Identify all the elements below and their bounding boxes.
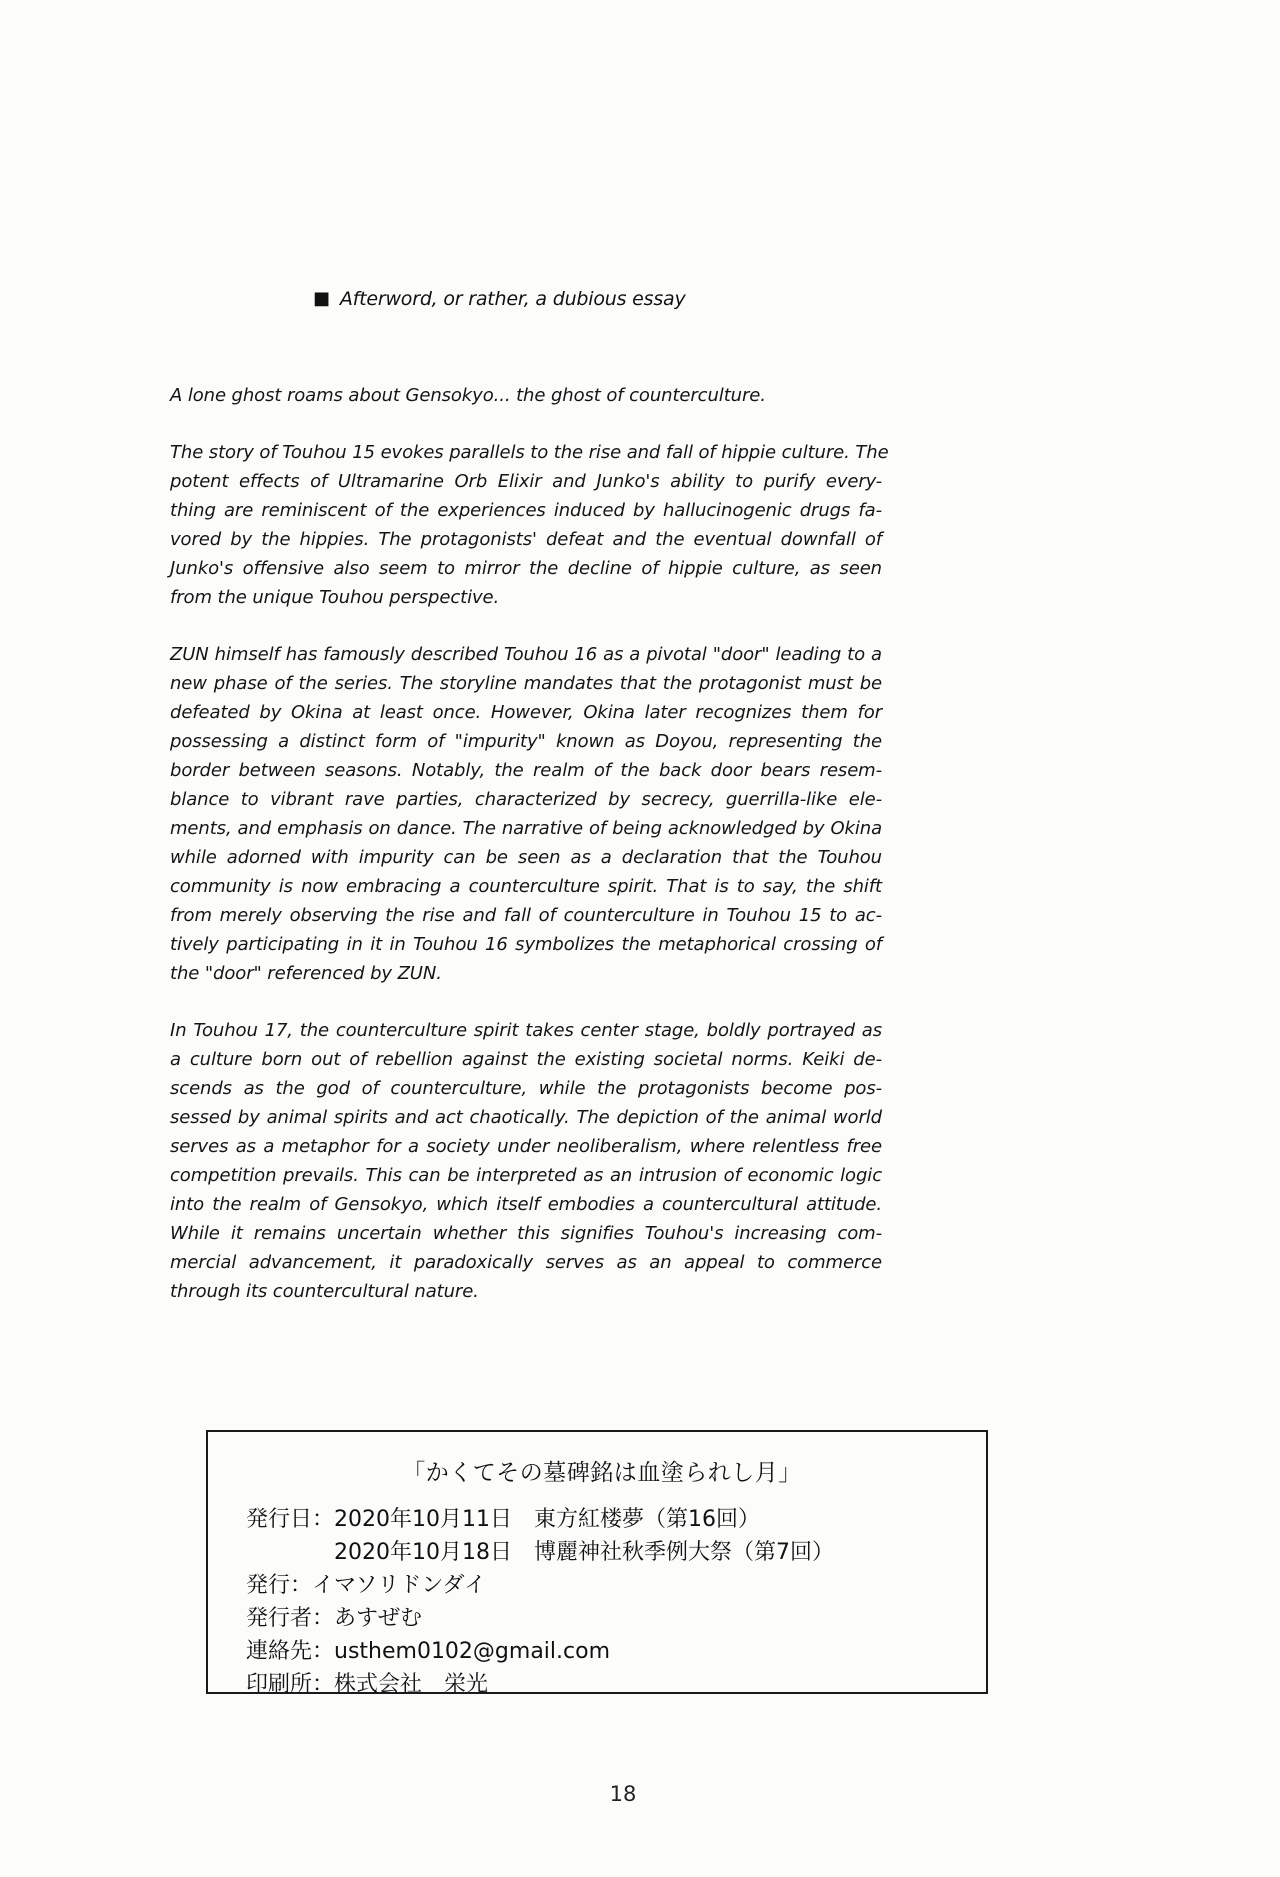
essay-line: The story of Touhou 15 evokes parallels to the rise and fall of hippie culture. The bbox=[170, 442, 889, 463]
colophon-line: 印刷所：株式会社 栄光 bbox=[246, 1672, 489, 1697]
essay-line: the "door" referenced by ZUN. bbox=[170, 963, 442, 984]
essay-line: sessed by animal spirits and act chaotically. The depiction of the animal world bbox=[170, 1107, 882, 1128]
afterword-heading bbox=[313, 288, 686, 310]
essay-line: Junko's offensive also seem to mirror the decline of hippie culture, as seen bbox=[170, 558, 882, 579]
afterword-heading-text: Afterword, or rather, a dubious essay bbox=[339, 288, 686, 310]
square-bullet-icon: ■ bbox=[313, 288, 330, 309]
essay-line: potent effects of Ultramarine Orb Elixir and Junko's ability to purify every- bbox=[170, 471, 882, 492]
essay-line: from the unique Touhou perspective. bbox=[170, 587, 500, 608]
essay-line: thing are reminiscent of the experiences induced by hallucinogenic drugs fa- bbox=[170, 500, 882, 521]
essay-line: possessing a distinct form of "impurity" known as Doyou, representing the bbox=[170, 731, 882, 752]
essay-paragraph bbox=[170, 1016, 882, 1306]
essay-paragraph bbox=[170, 640, 882, 988]
essay-line: serves as a metaphor for a society under neoliberalism, where relentless free bbox=[170, 1136, 882, 1157]
colophon-details bbox=[246, 1503, 958, 1701]
colophon-line: 発行：イマソリドンダイ bbox=[246, 1573, 487, 1598]
page-number: 18 bbox=[609, 1782, 637, 1806]
essay-line: a culture born out of rebellion against the existing societal norms. Keiki de- bbox=[170, 1049, 882, 1070]
essay-line: blance to vibrant rave parties, characterized by secrecy, guerrilla-like ele- bbox=[170, 789, 882, 810]
colophon-line: 発行者：あすぜむ bbox=[246, 1606, 423, 1631]
colophon-box bbox=[206, 1430, 988, 1697]
essay-paragraph bbox=[170, 438, 889, 612]
essay-line: mercial advancement, it paradoxically serves as an appeal to commerce bbox=[170, 1252, 882, 1273]
essay-line: vored by the hippies. The protagonists' defeat and the eventual downfall of bbox=[170, 529, 882, 550]
essay-line: while adorned with impurity can be seen as a declaration that the Touhou bbox=[170, 847, 882, 868]
essay-line: through its countercultural nature. bbox=[170, 1281, 479, 1302]
colophon-title: 「かくてその墓碑銘は血塗られし月」 bbox=[402, 1460, 802, 1486]
essay-line: ZUN himself has famously described Touhou 16 as a pivotal "door" leading to a bbox=[170, 644, 882, 665]
colophon-line: 2020年10月18日 博麗神社秋季例大祭（第7回） bbox=[246, 1540, 834, 1565]
essay-line: border between seasons. Notably, the realm of the back door bears resem- bbox=[170, 760, 882, 781]
essay-line: from merely observing the rise and fall of counterculture in Touhou 15 to ac- bbox=[170, 905, 882, 926]
essay-line: scends as the god of counterculture, while the protagonists become pos- bbox=[170, 1078, 882, 1099]
essay-line: competition prevails. This can be interpreted as an intrusion of economic logic bbox=[170, 1165, 882, 1186]
essay-line: defeated by Okina at least once. However, Okina later recognizes them for bbox=[170, 702, 882, 723]
essay-line: tively participating in it in Touhou 16 symbolizes the metaphorical crossing of bbox=[170, 934, 882, 955]
colophon-line: 発行日：2020年10月11日 東方紅楼夢（第16回） bbox=[246, 1507, 760, 1532]
essay-line: new phase of the series. The storyline mandates that the protagonist must be bbox=[170, 673, 882, 694]
essay-line: A lone ghost roams about Gensokyo... the ghost of counterculture. bbox=[170, 385, 766, 406]
essay-line: community is now embracing a counterculture spirit. That is to say, the shift bbox=[170, 876, 882, 897]
essay-line: into the realm of Gensokyo, which itself embodies a countercultural attitude. bbox=[170, 1194, 882, 1215]
essay-paragraph bbox=[170, 381, 882, 410]
essay-body bbox=[170, 381, 889, 1334]
essay-line: ments, and emphasis on dance. The narrative of being acknowledged by Okina bbox=[170, 818, 882, 839]
essay-line: In Touhou 17, the counterculture spirit takes center stage, boldly portrayed as bbox=[170, 1020, 882, 1041]
colophon-line: 連絡先：usthem0102@gmail.com bbox=[246, 1639, 611, 1664]
essay-line: While it remains uncertain whether this signifies Touhou's increasing com- bbox=[170, 1223, 882, 1244]
